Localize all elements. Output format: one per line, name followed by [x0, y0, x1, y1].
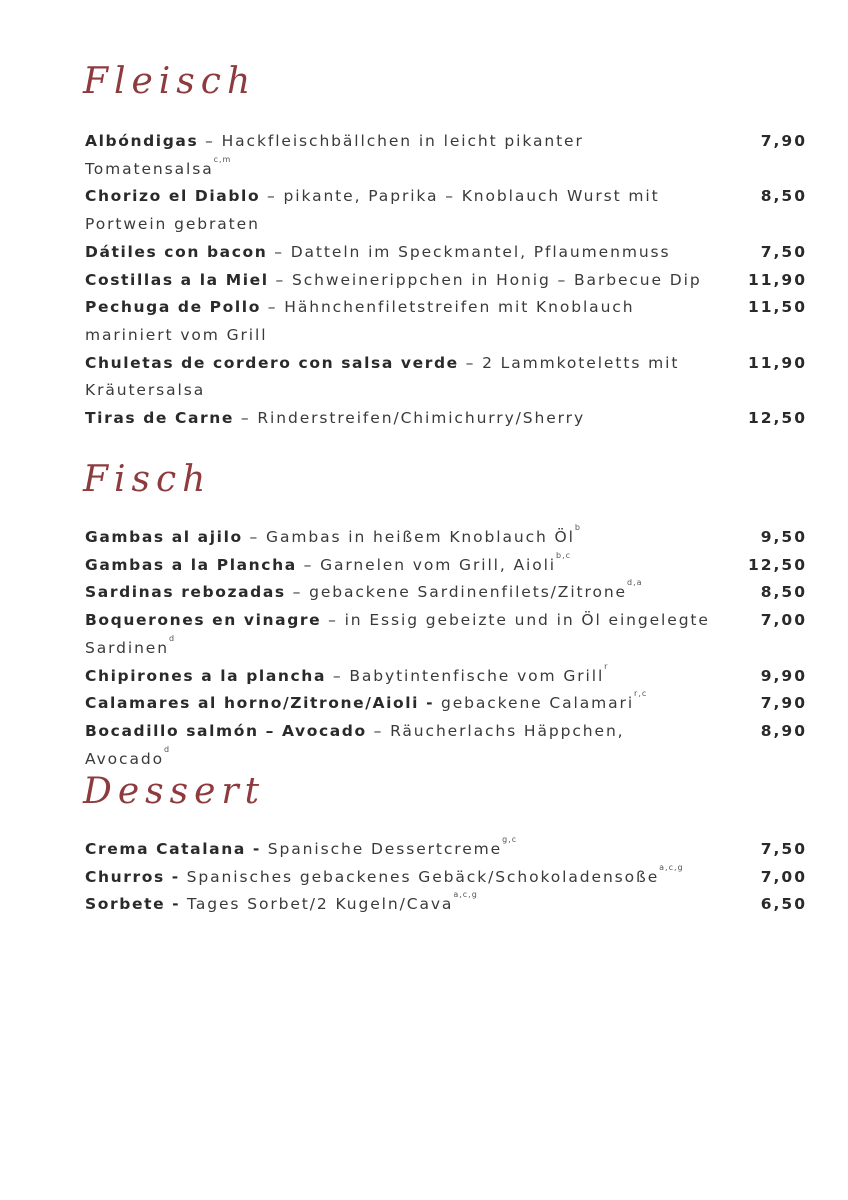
item-description: pikante, Paprika – Knoblauch Wurst mit Portwein gebraten [85, 187, 660, 234]
section-dessert [83, 768, 807, 914]
item-description: Babytintenfische vom Grill [349, 666, 605, 685]
item-price: 9,50 [760, 528, 807, 546]
item-price: 11,50 [747, 298, 807, 317]
item-separator: – [321, 611, 345, 630]
section-title: Fisch [83, 459, 212, 500]
allergen-codes: r [604, 661, 609, 671]
allergen-codes: g,c [502, 835, 518, 844]
item-separator: – [268, 270, 292, 289]
item-description: 2 Lammkoteletts mit Kräutersalsa [85, 353, 680, 400]
menu-item [85, 183, 807, 238]
item-name: Chorizo el Diablo [85, 187, 261, 206]
item-name: Albóndigas [85, 132, 199, 150]
item-name: Dátiles con bacon [85, 242, 268, 261]
item-separator [180, 868, 187, 886]
item-price: 7,90 [760, 132, 807, 150]
menu-item [85, 891, 807, 919]
item-separator [434, 694, 441, 712]
menu-item [85, 350, 807, 405]
item-name: Churros - [85, 867, 180, 886]
item-description: Schweinerippchen in Honig – Barbecue Dip [291, 270, 702, 289]
allergen-codes: c,m [213, 154, 232, 164]
item-name: Sorbete - [85, 895, 181, 914]
item-description: Spanisches gebackenes Gebäck/Schokoladensoße [186, 867, 660, 886]
menu-item [85, 552, 807, 580]
item-separator: – [267, 242, 291, 261]
item-price: 11,90 [747, 270, 807, 289]
item-name: Bocadillo salmón – Avocado [85, 721, 367, 740]
item-name: Gambas al ajilo [85, 528, 243, 546]
item-name: Chuletas de cordero con salsa verde [85, 353, 459, 372]
item-description: Räucherlachs Häppchen, Avocado [85, 721, 625, 768]
menu-item [85, 267, 807, 295]
item-separator: – [285, 583, 310, 602]
allergen-codes: d,a [626, 578, 643, 588]
menu-item [85, 294, 807, 349]
menu-item [85, 663, 807, 691]
menu-item [85, 607, 807, 662]
allergen-codes: b [574, 523, 581, 532]
item-name: Sardinas rebozadas [85, 583, 286, 602]
item-price: 7,90 [760, 694, 807, 713]
menu-item [85, 690, 807, 718]
allergen-codes: a,c,g [453, 890, 478, 900]
section-fleisch [83, 58, 807, 428]
section-title: Fleisch [83, 61, 257, 102]
item-description: Datteln im Speckmantel, Pflaumenmuss [290, 242, 671, 261]
menu-item [85, 579, 807, 607]
item-separator: – [234, 409, 258, 428]
menu-item [85, 836, 807, 864]
item-price: 12,50 [747, 555, 807, 574]
allergen-codes: d [164, 744, 171, 754]
item-separator: – [296, 555, 321, 574]
item-name: Boquerones en vinagre [85, 611, 322, 630]
section-fisch [83, 456, 807, 768]
item-price: 7,50 [760, 242, 807, 261]
item-price: 8,50 [760, 583, 807, 602]
item-name: Chipirones a la plancha [85, 666, 327, 685]
item-separator: – [260, 187, 284, 206]
menu-item [85, 239, 807, 267]
item-name: Crema Catalana - [85, 840, 261, 858]
item-price: 9,90 [760, 666, 807, 685]
item-name: Calamares al horno/Zitrone/Aioli - [85, 694, 435, 713]
item-name: Costillas a la Miel [85, 270, 269, 289]
allergen-codes: r,c [634, 689, 648, 699]
item-separator: – [260, 298, 285, 317]
item-separator: – [198, 132, 222, 150]
item-separator: – [366, 721, 391, 740]
item-price: 7,00 [760, 867, 807, 886]
item-description: Rinderstreifen/Chimichurry/Sherry [257, 409, 586, 428]
item-price: 8,90 [760, 721, 807, 740]
item-price: 12,50 [747, 409, 807, 428]
item-price: 11,90 [747, 353, 807, 372]
item-description: gebackene Calamari [440, 694, 635, 713]
item-list [85, 836, 807, 919]
item-list [85, 524, 807, 773]
item-description: Hähnchenfiletstreifen mit Knoblauch mariniert vom Grill [85, 298, 635, 344]
item-description: Tages Sorbet/2 Kugeln/Cava [187, 895, 454, 914]
item-description: Gambas in heißem Knoblauch Öl [266, 528, 575, 546]
item-list [85, 128, 807, 433]
menu-item [85, 128, 807, 183]
item-description: in Essig gebeizte und in Öl eingelegte Sardinen [85, 611, 710, 657]
item-name: Gambas a la Plancha [85, 555, 297, 574]
item-price: 8,50 [760, 187, 807, 206]
section-title: Dessert [83, 771, 266, 812]
item-price: 6,50 [760, 895, 807, 914]
item-separator: – [458, 353, 483, 372]
item-separator: – [242, 528, 267, 546]
menu-item [85, 718, 807, 773]
item-separator: – [326, 666, 350, 685]
item-price: 7,00 [760, 611, 807, 630]
item-name: Tiras de Carne [85, 409, 235, 428]
item-description: Spanische Dessertcreme [267, 840, 503, 858]
item-description: Garnelen vom Grill, Aioli [320, 555, 557, 574]
menu-item [85, 864, 807, 892]
item-description: gebackene Sardinenfilets/Zitrone [309, 583, 627, 602]
item-name: Pechuga de Pollo [85, 298, 261, 317]
allergen-codes: d [168, 633, 176, 643]
menu-item [85, 405, 807, 433]
item-separator [261, 840, 268, 858]
menu-item [85, 524, 807, 552]
allergen-codes: a,c,g [659, 862, 684, 872]
item-price: 7,50 [760, 840, 807, 858]
item-description: Hackfleischbällchen in leicht pikanter Tomatensalsa [85, 132, 584, 178]
allergen-codes: b,c [556, 550, 572, 560]
